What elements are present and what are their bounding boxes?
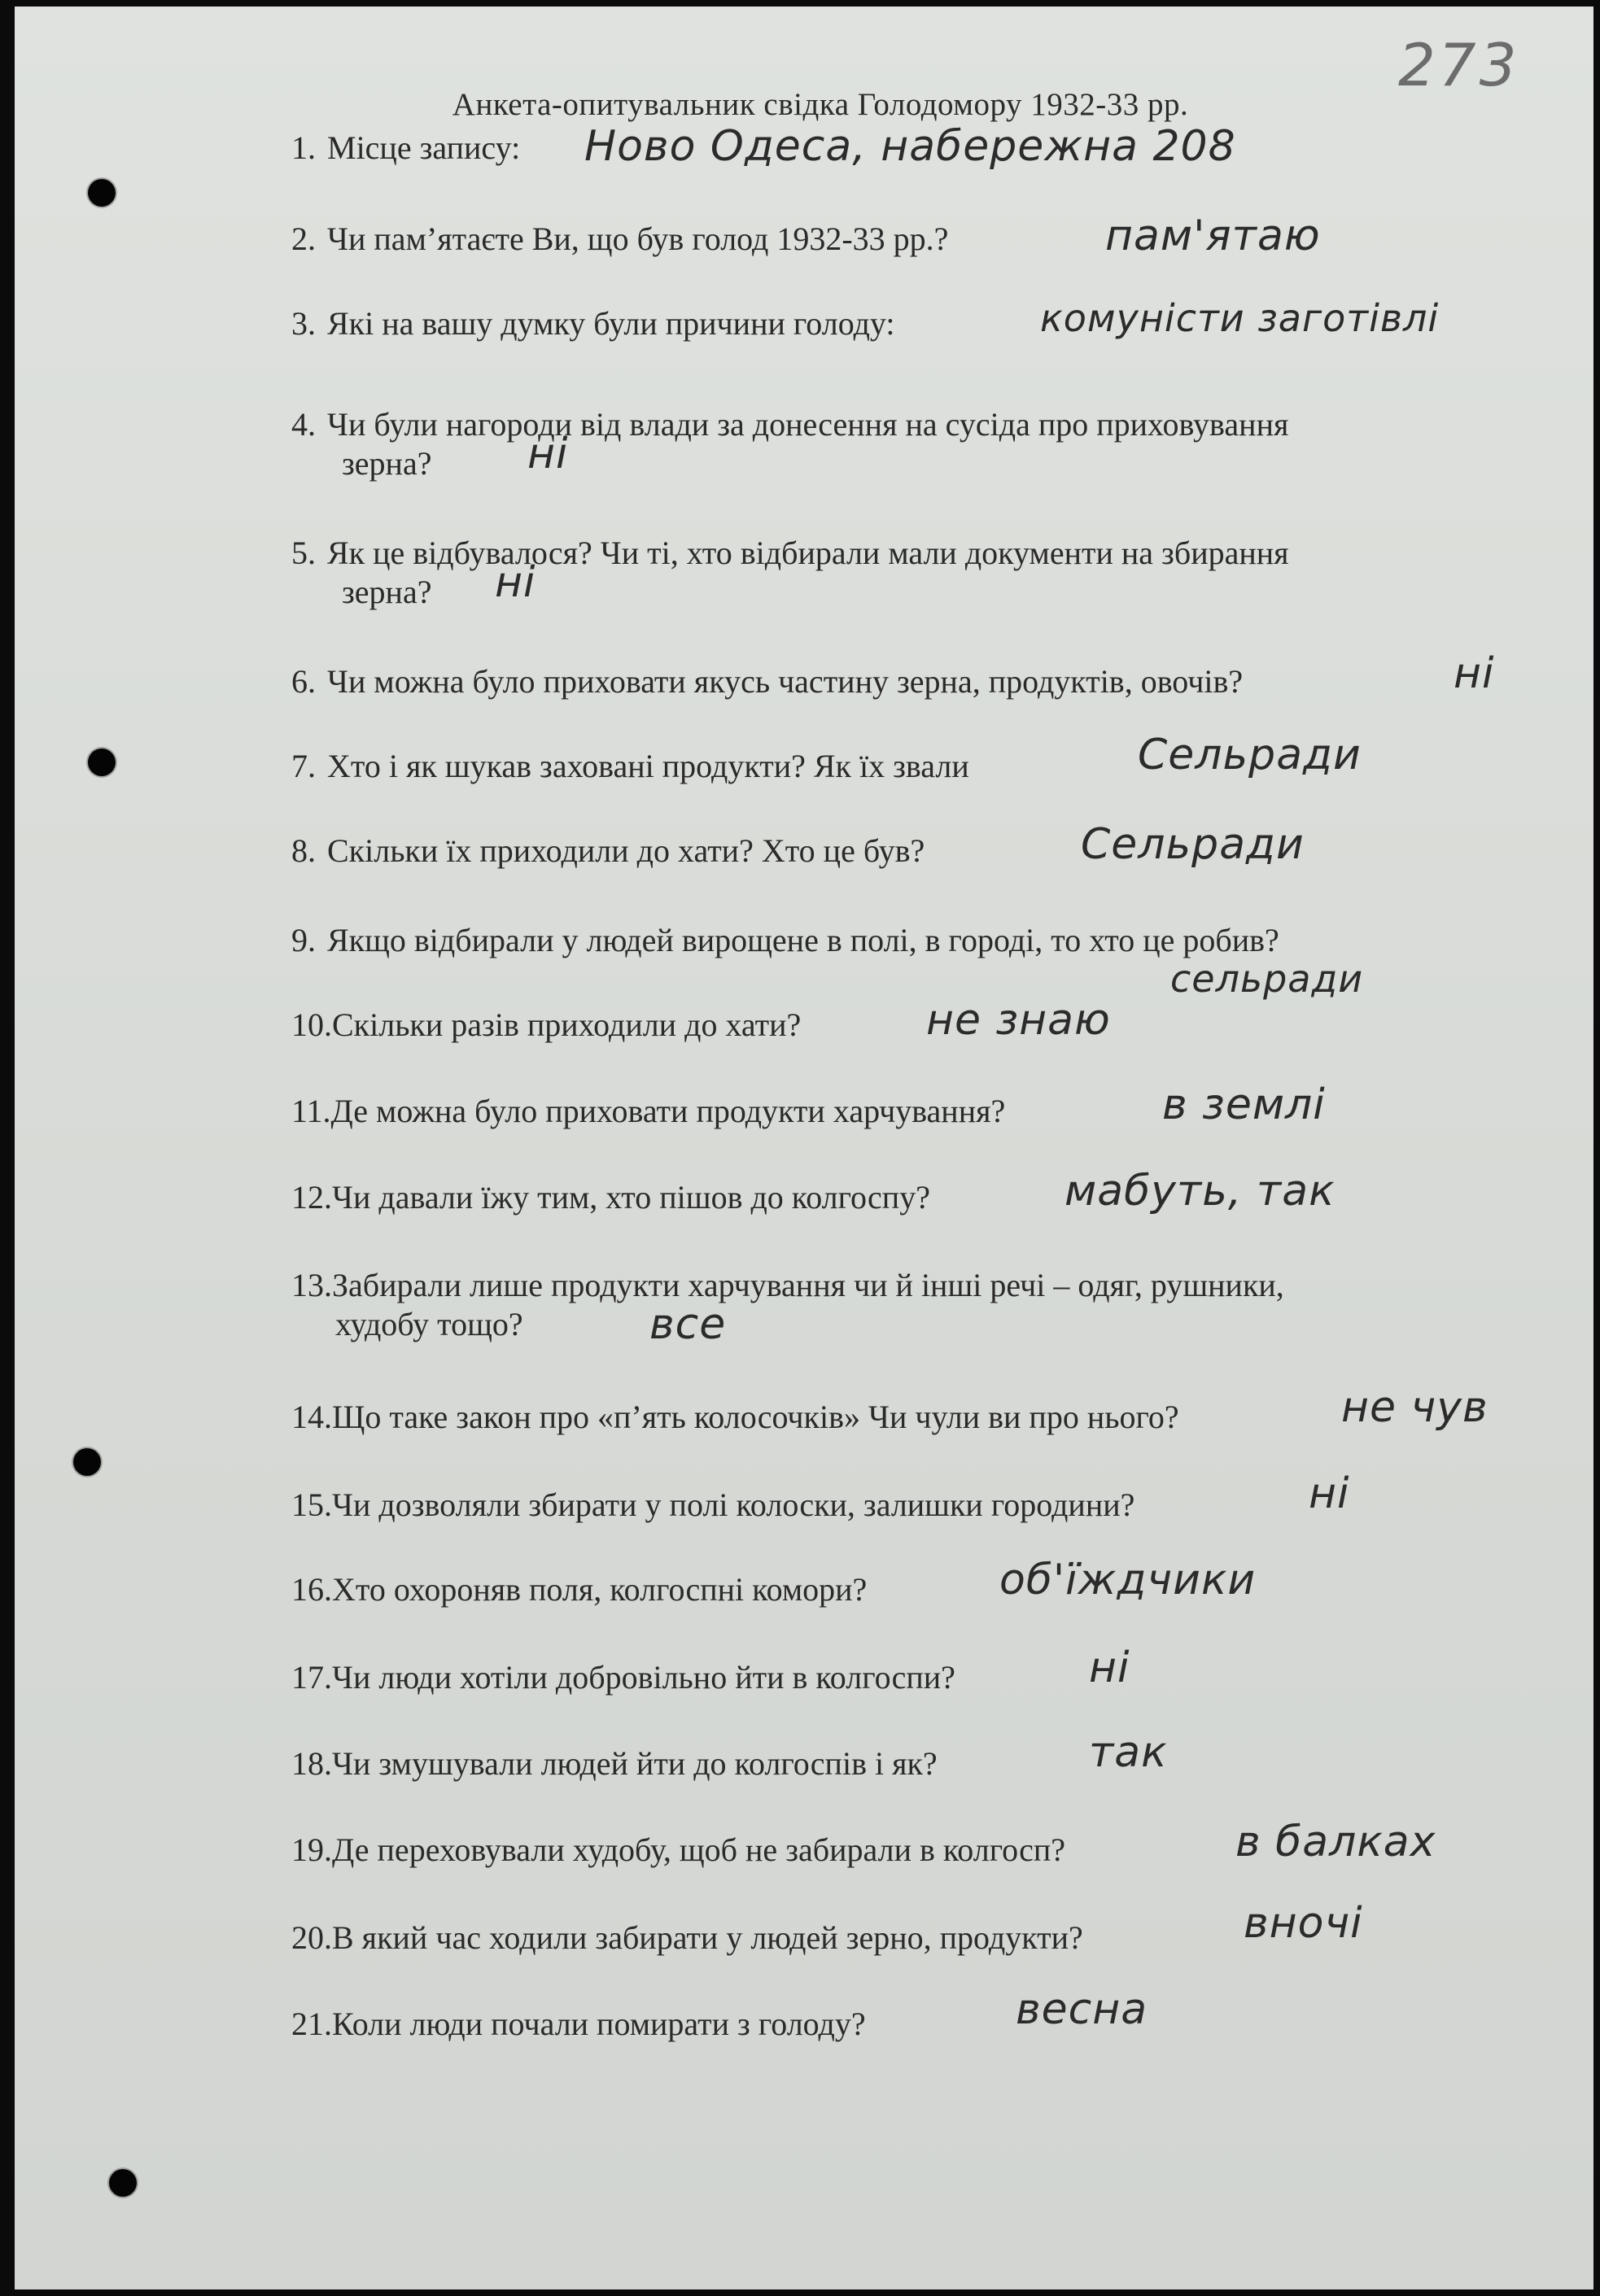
- question-number: 3.: [291, 305, 316, 342]
- handwritten-answer-19: в балках: [1235, 1818, 1436, 1866]
- question-text: Чи дозволяли збирати у полі колоски, залишки городини?: [332, 1486, 1135, 1523]
- handwritten-answer-4: ні: [527, 430, 569, 478]
- question-text: Чи давали їжу тим, хто пішов до колгоспу?: [332, 1179, 930, 1216]
- handwritten-answer-7: Сельради: [1138, 731, 1362, 779]
- question-number: 20.: [291, 1919, 332, 1956]
- question-text: Скільки разів приходили до хати?: [332, 1006, 802, 1043]
- question-number: 10.: [291, 1006, 332, 1043]
- question-number: 2.: [291, 220, 316, 257]
- handwritten-answer-21: весна: [1016, 1985, 1148, 2034]
- question-number: 13.: [291, 1267, 332, 1303]
- handwritten-answer-1: Ново Одеса, набережна 208: [584, 122, 1236, 171]
- question-text: Де переховували худобу, щоб не забирали в колгосп?: [332, 1831, 1066, 1868]
- question-4: [291, 405, 1480, 483]
- question-text: Чи пам’ятаєте Ви, що був голод 1932-33 рр.?: [327, 220, 949, 257]
- question-text-continued: зерна?: [342, 445, 432, 482]
- handwritten-page-number: 273: [1398, 31, 1520, 99]
- question-6: [291, 662, 1480, 701]
- question-number: 14.: [291, 1399, 332, 1435]
- question-number: 9.: [291, 922, 316, 958]
- question-number: 12.: [291, 1179, 332, 1216]
- question-number: 7.: [291, 748, 316, 784]
- punch-hole: [88, 749, 116, 776]
- question-text: Які на вашу думку були причини голоду:: [327, 305, 895, 342]
- question-number: 17.: [291, 1659, 332, 1696]
- question-number: 11.: [291, 1093, 331, 1129]
- question-13: [291, 1266, 1480, 1344]
- question-text: Чи люди хотіли добровільно йти в колгоспи?: [332, 1659, 955, 1696]
- question-18: [291, 1744, 1480, 1783]
- questionnaire-sheet: [15, 7, 1593, 2289]
- question-text: Забирали лише продукти харчування чи й інші речі – одяг, рушники,: [332, 1267, 1284, 1303]
- handwritten-answer-2: пам'ятаю: [1105, 212, 1321, 260]
- question-14: [291, 1398, 1480, 1437]
- handwritten-answer-5: ні: [495, 558, 536, 607]
- question-number: 1.: [291, 129, 316, 166]
- handwritten-answer-16: об'їждчики: [999, 1556, 1257, 1604]
- question-text-continued: зерна?: [342, 574, 432, 610]
- handwritten-answer-6: ні: [1454, 649, 1495, 698]
- handwritten-answer-15: ні: [1309, 1469, 1350, 1518]
- question-text: Місце запису:: [327, 129, 521, 166]
- handwritten-answer-14: не чув: [1341, 1383, 1489, 1432]
- question-text: Як це відбувалося? Чи ті, хто відбирали мали документи на збирання: [327, 535, 1289, 571]
- handwritten-answer-9: сельради: [1170, 957, 1364, 1001]
- question-9: [291, 921, 1480, 960]
- question-text: Чи можна було приховати якусь частину зерна, продуктів, овочів?: [327, 663, 1244, 700]
- handwritten-answer-17: ні: [1089, 1643, 1130, 1692]
- question-21: [291, 2005, 1480, 2044]
- question-text: Якщо відбирали у людей вирощене в полі, в городі, то хто це робив?: [327, 922, 1279, 958]
- question-text: Що таке закон про «п’ять колосочків» Чи чули ви про нього?: [332, 1399, 1179, 1435]
- question-number: 6.: [291, 663, 316, 700]
- handwritten-answer-13: все: [649, 1300, 727, 1349]
- question-text: Чи були нагороди від влади за донесення на сусіда про приховування: [327, 406, 1289, 443]
- handwritten-answer-12: мабуть, так: [1064, 1167, 1336, 1216]
- question-number: 19.: [291, 1831, 332, 1868]
- question-text-continued: худобу тощо?: [335, 1306, 523, 1342]
- question-text: Скільки їх приходили до хати? Хто це був?: [327, 832, 925, 869]
- question-17: [291, 1658, 1480, 1697]
- question-number: 21.: [291, 2006, 332, 2042]
- question-text: Хто охороняв поля, колгоспні комори?: [332, 1571, 868, 1608]
- question-text: Де можна було приховати продукти харчування?: [330, 1093, 1006, 1129]
- question-16: [291, 1570, 1480, 1609]
- document-title: Анкета-опитувальник свідка Голодомору 1932-33 рр.: [452, 87, 1189, 122]
- question-text: Коли люди почали помирати з голоду?: [332, 2006, 866, 2042]
- question-15: [291, 1486, 1480, 1525]
- question-number: 18.: [291, 1745, 332, 1782]
- question-number: 8.: [291, 832, 316, 869]
- handwritten-answer-8: Сельради: [1081, 820, 1305, 869]
- question-5: [291, 534, 1480, 612]
- punch-hole: [88, 179, 116, 207]
- handwritten-answer-11: в землі: [1162, 1080, 1326, 1129]
- question-number: 15.: [291, 1486, 332, 1523]
- question-number: 4.: [291, 406, 316, 443]
- question-text: Хто і як шукав заховані продукти? Як їх звали: [327, 748, 969, 784]
- question-10: [291, 1006, 1480, 1045]
- question-text: Чи змушували людей йти до колгоспів і як?: [332, 1745, 938, 1782]
- question-text: В який час ходили забирати у людей зерно, продукти?: [332, 1919, 1083, 1956]
- handwritten-answer-18: так: [1089, 1728, 1168, 1777]
- question-number: 5.: [291, 535, 316, 571]
- handwritten-answer-20: вночі: [1244, 1899, 1363, 1948]
- handwritten-answer-10: не знаю: [926, 996, 1111, 1045]
- punch-hole: [109, 2169, 137, 2197]
- handwritten-answer-3: комуністи заготівлі: [1040, 296, 1440, 340]
- question-number: 16.: [291, 1571, 332, 1608]
- punch-hole: [73, 1448, 101, 1476]
